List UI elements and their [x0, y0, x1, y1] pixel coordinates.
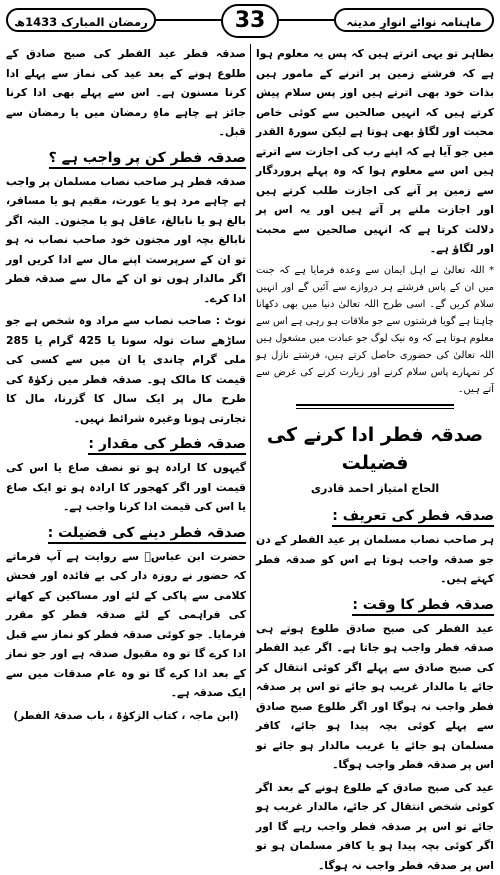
left-intro-text: صدقہ فطر عید الفطر کی صبح صادق کے طلوع ہونے کے بعد عید کی نماز سے پہلے ادا کرنا مسنون ہے۔ اس سے پہلے بھی ادا کرنا جائز ہے چاہے ماہِ رمضان میں یا رمضان سے قبل۔ — [6, 44, 246, 142]
timing-heading-text: صدقہ فطر کا وقت : — [352, 597, 494, 616]
intro-paragraph: بظاہر تو یہی اترتے ہیں کہ پس یہ معلوم ہوا ہے کہ فرشتے زمین پر اترنے کے مامور ہیں بذات خود بھی اترتے ہیں اور پس سلام پیش کرتے ہیں کہ انہیں صالحین سے کوئی خاص محبت اور لگاؤ بھی ہوتا ہے لیکن سورۃ القدر میں جو آیا ہے کہ اپنے رب کی اجازت سے اترتے ہیں اس سے معلوم ہوا کہ وہ پہلے پروردگار سے زمین پر آنے کی اجازت طلب کرتے ہیں اور اجازت ملنے پر آتے ہیں اور یہ اس پر دلالت کرتا ہے کہ انہیں صالحین سے محبت اور لگاؤ ہے۔ — [256, 44, 494, 259]
issue-date-label: رمضان المبارک 1433ھ — [6, 8, 156, 32]
definition-heading-text: صدقہ فطر کی تعریف : — [332, 508, 494, 527]
column-divider — [250, 44, 251, 700]
nisab-note: نوٹ : صاحب نصاب سے مراد وہ شخص ہے جو ساڑھے سات تولہ سونا یا 425 گرام یا 285 ملی گرام چاندی یا ان میں سے کسی کی قیمت کا مالک ہو۔ صدقہ فطر میں زکوٰۃ کی طرح مال پر ایک سال کا گزرنا، مال کا تجارتی ہونا وغیرہ شرائط نہیں۔ — [6, 311, 246, 428]
hadith-source: (ابن ماجہ ، کتاب الزکوٰۃ ، باب صدقۃ الفطر) — [6, 707, 246, 727]
right-column — [256, 44, 494, 700]
amount-text: گیہوں کا ارادہ ہو تو نصف صاع یا اس کی قیمت اور اگر کھجور کا ارادہ ہو تو ایک صاع یا اس کی قیمت ادا کرنا واجب ہے۔ — [6, 458, 246, 517]
section-divider — [296, 404, 454, 409]
obligation-heading — [6, 148, 246, 168]
definition-heading — [256, 506, 494, 526]
timing-text-1: عید الفطر کی صبح صادق طلوع ہوتے ہی صدقہ فطر واجب ہو جاتا ہے۔ اگر عید الفطر کی صبح صادق سے پہلے اگر کوئی انتقال کر جائے یا مالدار غریب ہو جائے تو اس پر صدقہ فطر واجب نہ ہوگا اور اگر طلوع صبح صادق سے پہلے کوئی بچہ پیدا ہو جائے، کافر مسلمان ہو جائے یا غریب مالدار ہو جائے تو اس پر صدقہ فطر واجب ہوگا۔ — [256, 619, 494, 775]
timing-text-2: عید کی صبح صادق کے طلوع ہونے کے بعد اگر کوئی شخص انتقال کر جائے، مالدار غریب ہو جائے تو اس پر صدقہ فطر واجب رہے گا اور اگر کوئی بچہ پیدا ہو یا کافر مسلمان ہو تو اس پر صدقہ فطر واجب نہ ہوگا۔ — [256, 778, 494, 875]
page-header — [6, 4, 494, 40]
article-author: الحاج امتیاز احمد قادری — [256, 479, 494, 499]
definition-text: ہر صاحب نصاب مسلمان پر عید الفطر کے دن جو صدقہ واجب ہوتا ہے اس کو صدقہ فطر کہتے ہیں۔ — [256, 530, 494, 589]
amount-heading — [6, 434, 246, 454]
obligation-text: صدقہ فطر ہر صاحب نصاب مسلمان پر واجب ہے چاہے مرد ہو یا عورت، مقیم ہو یا مسافر، بالغ ہو یا نابالغ، عاقل ہو یا مجنون۔ البتہ اگر نابالغ بچہ اور مجنون خود صاحب نصاب نہ ہو تو ان کے سرپرست اپنے مال سے ادا کریں اور اگر مالدار ہوں تو ان کے مال سے صدقہ فطر ادا کرے۔ — [6, 172, 246, 309]
virtues-text: حضرت ابن عباسؓ سے روایت ہے آپ فرماتے کہ حضور نے روزہ دار کی بے فائدہ اور فحش کلامی سے پاکی کے لئے اور مساکین کے کھانے کی فراہمی کے لئے صدقہ فطر کو مقرر فرمایا۔ جو کوئی صدقہ فطر کو نماز سے قبل ادا کرے گا تو وہ مقبول صدقہ ہے اور جو نماز کے بعد ادا کرے گا تو وہ عام صدقات میں سے ایک صدقہ ہے۔ — [6, 547, 246, 703]
header-rule-left — [156, 19, 221, 21]
timing-heading — [256, 595, 494, 615]
obligation-heading-text: صدقہ فطر کن پر واجب ہے ؟ — [49, 150, 246, 169]
article-title: صدقہ فطر ادا کرنے کی فضیلت — [256, 421, 494, 477]
footnote: * اللہ تعالیٰ نے اہل ایمان سے وعدہ فرمایا ہے کہ جنت میں ان کے پاس فرشتے ہر دروازے سے آئیں گے اور انہیں سلام کریں گے۔ اسی طرح اللہ تعالیٰ دنیا میں بھی دکھانا چاہتا ہے گویا فرشتوں سے جو ملاقات ہو رہی ہے اس سے معلوم ہوتا ہے کہ وہ نیک لوگ جو عبادت میں مشغول ہیں اللہ تعالیٰ کی حضوری حاصل کرتے ہیں، فرشتے نازل ہو کر تمہارے پاس سلام کرنے اور زیارت کرنے کی غرض سے آتے ہیں۔ — [256, 262, 494, 398]
virtues-heading-text: صدقہ فطر دینے کی فضیلت : — [48, 525, 246, 544]
page-number: 33 — [221, 4, 279, 38]
magazine-name: ماہنامہ نوائے انوارِ مدینہ — [334, 8, 494, 32]
virtues-heading — [6, 523, 246, 543]
header-rule-right — [279, 19, 334, 21]
amount-heading-text: صدقہ فطر کی مقدار : — [88, 436, 246, 455]
left-column — [6, 44, 246, 700]
